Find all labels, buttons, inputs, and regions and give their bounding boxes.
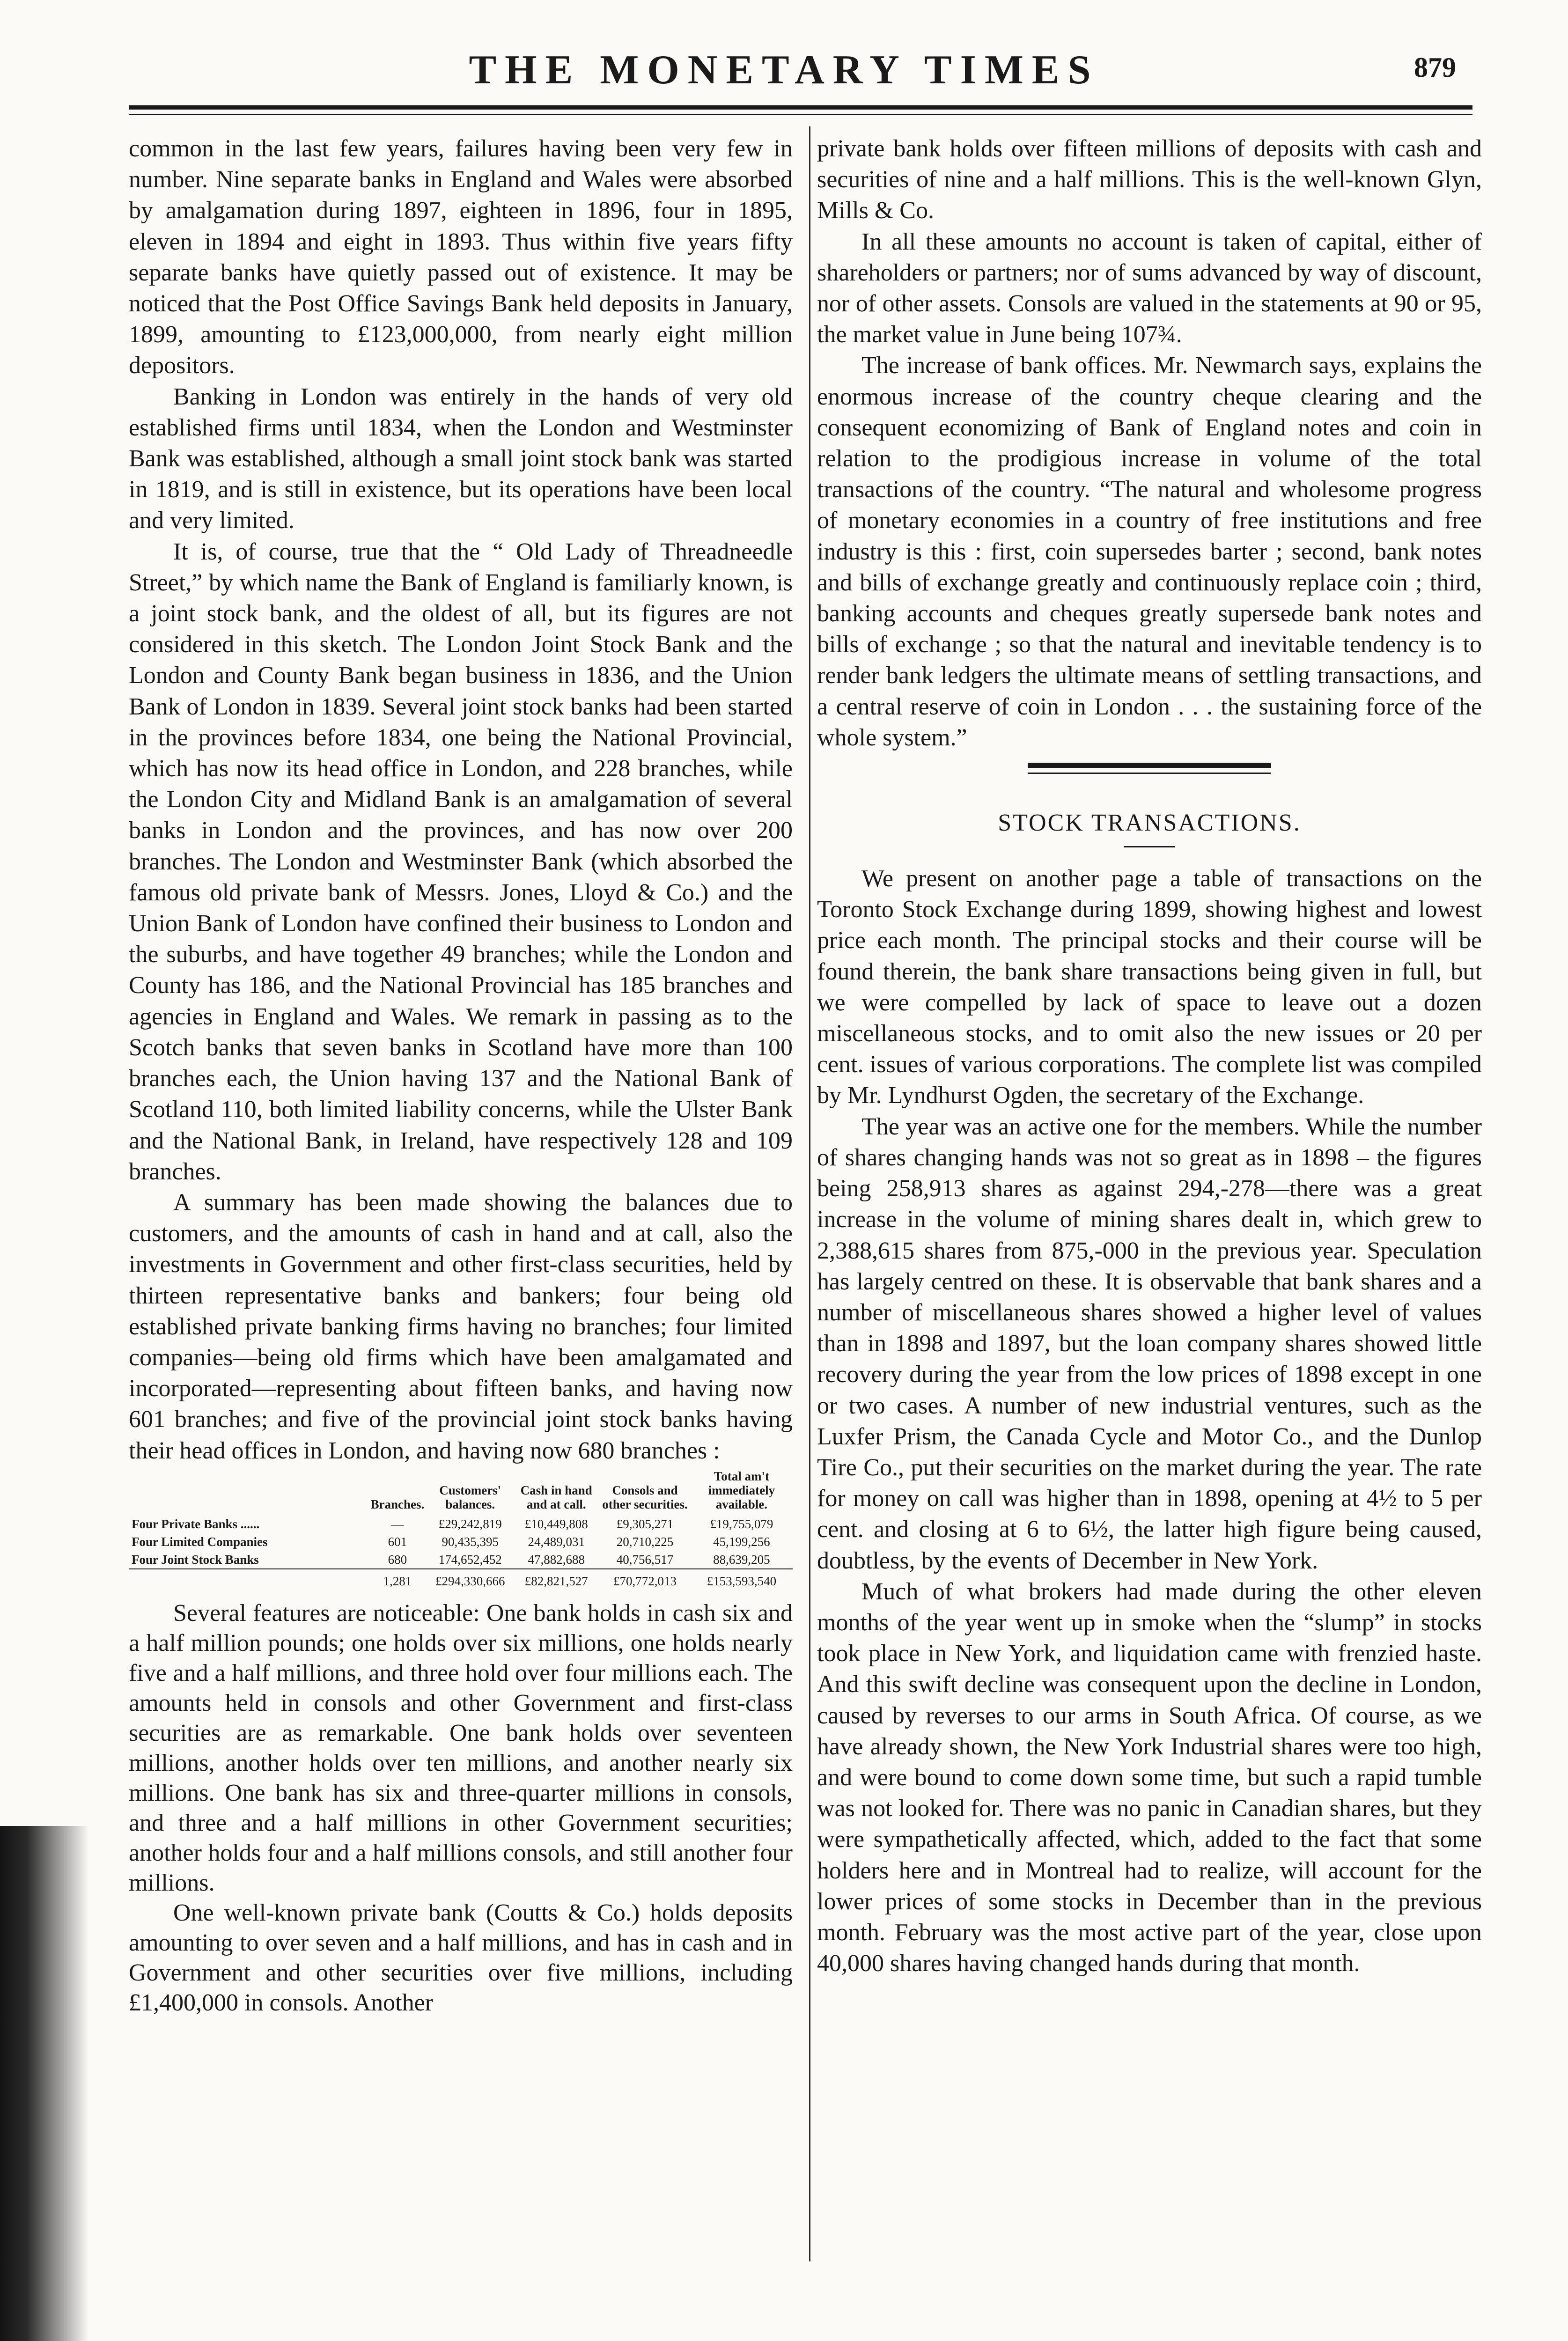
consols-header: Consols and other securities. [602,1483,688,1511]
totals-label-cell [129,1569,368,1590]
total-cell: 88,639,205 [713,1552,770,1567]
publication-title: THE MONETARY TIMES [469,47,1099,93]
section-separator-heavy [1028,763,1271,768]
paragraph: Several features are noticeable: One bank holds in cash six and a half million pounds; one holds over six millions, one holds nearly five and a half millions, and three hold over four millions each. The amounts held in consols and other Government and first-class securities are as remarkable. One bank holds over seventeen millions, another holds over ten millions, and another nearly six millions. One bank has six and three-quarter millions in consols, and three and a half millions in other Government securities; another holds four and a half millions consols, and still another four millions. [129,1599,793,1896]
branches-cell: 601 [388,1534,407,1549]
branches-total: 1,281 [368,1569,427,1590]
consols-cell: £9,305,271 [616,1516,674,1531]
row-label: Four Limited Companies [132,1534,268,1549]
customers-balances-cell: 90,435,395 [442,1534,499,1549]
cash-cell: 24,489,031 [528,1534,585,1549]
table-row [129,1551,793,1569]
column-divider [809,126,810,2261]
cash-header: Cash in hand and at call. [520,1483,592,1511]
row-label: Four Joint Stock Banks [132,1552,259,1567]
customers-balances-cell: 174,652,452 [438,1552,502,1567]
consols-cell: 40,756,517 [616,1552,674,1567]
cash-cell: 47,882,688 [528,1552,585,1567]
table-row [129,1515,793,1533]
bank-summary-table [129,1469,793,1590]
binding-shadow [0,1826,89,2341]
paragraph: private bank holds over fifteen millions of deposits with cash and securities of nine and a half millions. This is the well-known Glyn, Mills & Co. [817,135,1482,224]
paragraph: Much of what brokers had made during the other eleven months of the year went up in smoke when the “slump” in stocks took place in New York, and liquidation came with frenzied haste. And this swift decline was consequent upon the decline in London, caused by reverses to our arms in South Africa. Of course, as we have already shown, the New York Industrial shares were too high, and were bound to come down some time, but such a rapid tumble was not looked for. There was no panic in Canadian shares, but they were sympathetically affected, which, added to the fact that some holders here and in Montreal had to realize, will account for the lower prices of some stocks in December than in the previous month. February was the most active part of the year, close upon 40,000 shares having changed hands during that month. [817,1578,1482,1977]
page-number: 879 [1414,52,1456,83]
row-label: Four Private Banks ...... [132,1516,260,1531]
cash-total: £82,821,527 [513,1569,599,1590]
total-available-header: Total am't immediately available. [708,1469,775,1511]
consols-total: £70,772,013 [599,1569,691,1590]
right-column [817,133,1482,1979]
total-cell: £19,755,079 [710,1516,773,1531]
paragraph: It is, of course, true that the “ Old Lady of Threadneedle Street,” by which name the Bank of England is familiarly known, is a joint stock bank, and the oldest of all, but its figures are not considered in this sketch. The London Joint Stock Bank and the London and County Bank began business in 1836, and the Union Bank of London in 1839. Several joint stock banks had been started in the provinces before 1834, one being the National Provincial, which has now its head office in London, and 228 branches, while the London City and Midland Bank is an amalgamation of several banks in London and the provinces, and has now over 200 branches. The London and Westminster Bank (which absorbed the famous old private bank of Messrs. Jones, Lloyd & Co.) and the Union Bank of London have confined their business to London and the suburbs, and have together 49 branches; while the London and County has 186, and the National Provincial has 185 branches and agencies in England and Wales. We remark in passing as to the Scotch banks that seven banks in Scotland have more than 100 branches each, the Union having 137 and the National Bank of Scotland 110, both limited liability concerns, while the Ulster Bank and the National Bank, in Ireland, have respectively 128 and 109 branches. [129,538,793,1185]
row-label-header [129,1469,368,1515]
cash-cell: £10,449,808 [524,1516,588,1531]
table-row [129,1533,793,1551]
paragraph: common in the last few years, failures having been very few in number. Nine separate banks in England and Wales were absorbed by amalgamation during 1897, eighteen in 1896, four in 1895, eleven in 1894 and eight in 1893. Thus within five years fifty separate banks have quietly passed out of existence. It may be noticed that the Post Office Savings Bank held deposits in January, 1899, amounting to £123,000,000, from nearly eight million depositors. [129,135,793,379]
table-header-row [129,1469,793,1515]
left-column [129,133,793,2018]
header-rule-heavy [129,105,1472,110]
consols-cell: 20,710,225 [616,1534,674,1549]
heading-rule [1124,846,1175,847]
section-separator-light [1028,773,1271,774]
paragraph: In all these amounts no account is taken of capital, either of shareholders or partners; nor of sums advanced by way of discount, nor of other assets. Consols are valued in the statements at 90 or 95, the market value in June being 107¾. [817,228,1482,348]
header-rule-light [129,114,1472,115]
paragraph: The increase of bank offices. Mr. Newmarch says, explains the enormous increase of the country cheque clearing and the consequent economizing of Bank of England notes and coin in relation to the prodigious increase in volume of the total transactions of the country. “The natural and wholesome progress of monetary economies in a country of free institutions and free industry is this : first, coin supersedes barter ; second, bank notes and bills of exchange greatly and continuously replace coin ; third, banking accounts and cheques greatly supersede bank notes and bills of exchange ; so that the natural and inevitable tendency is to render bank ledgers the ultimate means of settling transactions, and a central reserve of coin in London . . . the sustaining force of the whole system.” [817,352,1482,751]
paragraph: One well-known private bank (Coutts & Co.) holds deposits amounting to over seven and a half millions, and has in cash and in Government and other securities over five millions, including £1,400,000 in consols. Another [129,1899,793,2016]
paragraph: We present on another page a table of transactions on the Toronto Stock Exchange during 1899, showing highest and lowest price each month. The principal stocks and their course will be found therein, the bank share transactions being given in full, but we were compelled by lack of space to leave out a dozen miscellaneous stocks, and to omit also the new issues or 20 per cent. issues of various corporations. The complete list was compiled by Mr. Lyndhurst Ogden, the secretary of the Exchange. [817,865,1482,1109]
branches-header: Branches. [370,1497,425,1511]
table-totals-row [129,1569,793,1590]
section-heading: STOCK TRANSACTIONS. [998,810,1301,837]
paragraph: The year was an active one for the members. While the number of shares changing hands was not so great as in 1898 – the figures being 258,913 shares as against 294,-278—there was a great increase in the volume of mining shares dealt in, which grew to 2,388,615 shares from 875,-000 in the previous year. Speculation has largely centred on these. It is observable that bank shares and a number of miscellaneous shares showed a higher level of values than in 1898 and 1897, but the loan company shares showed little recovery during the year from the low prices of 1898 except in one or two cases. A number of new industrial ventures, such as the Luxfer Prism, the Canada Cycle and Motor Co., and the Dunlop Tire Co., put their securities on the market during the year. The rate for money on call was higher than in 1898, opening at 4½ to 5 per cent. and closing at 6 to 6½, the latter high figure being caused, doubtless, by the events of December in New York. [817,1113,1482,1574]
customers-balances-total: £294,330,666 [427,1569,513,1590]
grand-total: £153,593,540 [691,1569,793,1590]
customers-balances-header: Customers' balances. [439,1483,501,1511]
paragraph: Banking in London was entirely in the hands of very old established firms until 1834, when the London and Westminster Bank was established, although a small joint stock bank was started in 1819, and is still in existence, but its operations have been local and very limited. [129,383,793,534]
total-cell: 45,199,256 [713,1534,770,1549]
paragraph: A summary has been made showing the balances due to customers, and the amounts of cash in hand and at call, also the investments in Government and other first-class securities, held by thirteen representative banks and bankers; four being old established private banking firms having no branches; four limited companies—being old firms which have been amalgamated and incorporated—representing about fifteen banks, and having now 601 branches; and five of the provincial joint stock banks having their head offices in London, and having now 680 branches : [129,1189,793,1464]
customers-balances-cell: £29,242,819 [438,1516,502,1531]
branches-cell: 680 [388,1552,407,1567]
branches-cell: — [391,1516,404,1531]
